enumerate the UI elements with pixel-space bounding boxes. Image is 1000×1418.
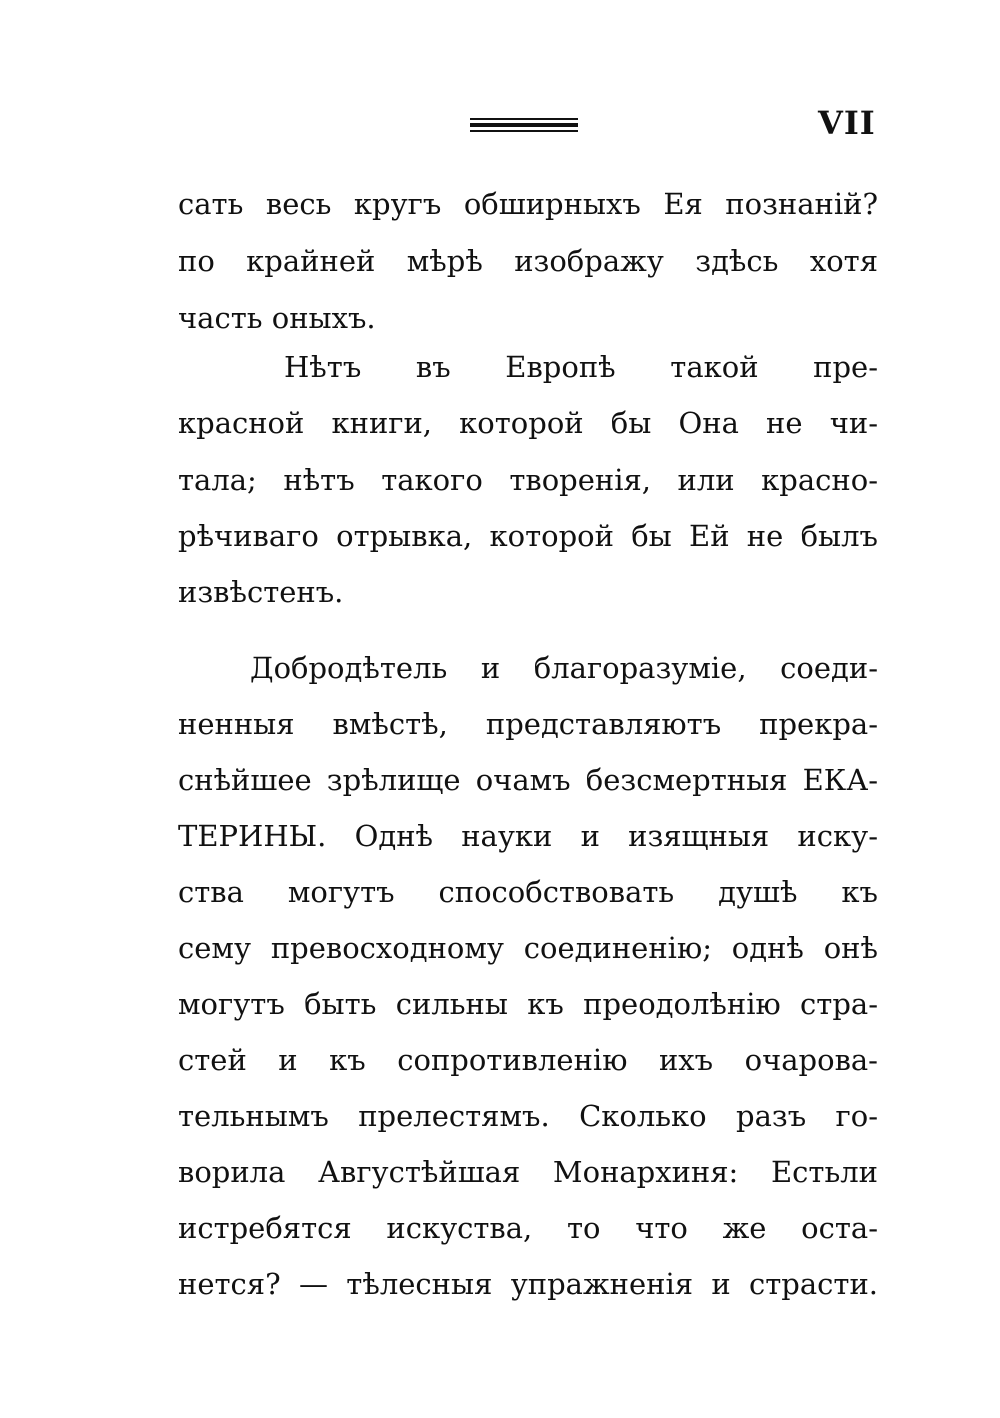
text-line: извѣстенъ. [178, 575, 344, 609]
text-line: Нѣтъ въ Европѣ такой пре- [284, 350, 878, 384]
text-line: ТЕРИНЫ. Однѣ науки и изящныя иску- [178, 819, 878, 853]
text-line: тала; нѣтъ такого творенія, или красно- [178, 463, 878, 497]
header-rule [470, 118, 578, 132]
text-line: ства могутъ способствовать душѣ къ [178, 875, 878, 909]
text-line: красной книги, которой бы Она не чи- [178, 406, 878, 440]
page-number: VII [818, 104, 876, 142]
text-line: истребятся искуства, то что же оста- [178, 1211, 878, 1245]
text-line: рѣчиваго отрывка, которой бы Ей не былъ [178, 519, 878, 553]
text-line: могутъ быть сильны къ преодолѣнію стра- [178, 987, 878, 1021]
text-line: Добродѣтель и благоразуміе, соеди- [250, 651, 878, 685]
text-line: тельнымъ прелестямъ. Сколько разъ го- [178, 1099, 878, 1133]
text-line: снѣйшее зрѣлище очамъ безсмертныя ЕКА- [178, 763, 878, 797]
text-line: сать весь кругъ обширныхъ Ея познаній? [178, 187, 878, 221]
text-line: ворила Августѣйшая Монархиня: Естьли [178, 1155, 878, 1189]
text-line: ненныя вмѣстѣ, представляютъ прекра- [178, 707, 878, 741]
text-line: стей и къ сопротивленію ихъ очарова- [178, 1043, 878, 1077]
text-line: часть оныхъ. [178, 301, 376, 335]
text-line: по крайней мѣрѣ изображу здѣсь хотя [178, 244, 878, 278]
text-line: сему превосходному соединенію; однѣ онѣ [178, 931, 878, 965]
text-line: нется? — тѣлесныя упражненія и страсти. [178, 1267, 878, 1301]
